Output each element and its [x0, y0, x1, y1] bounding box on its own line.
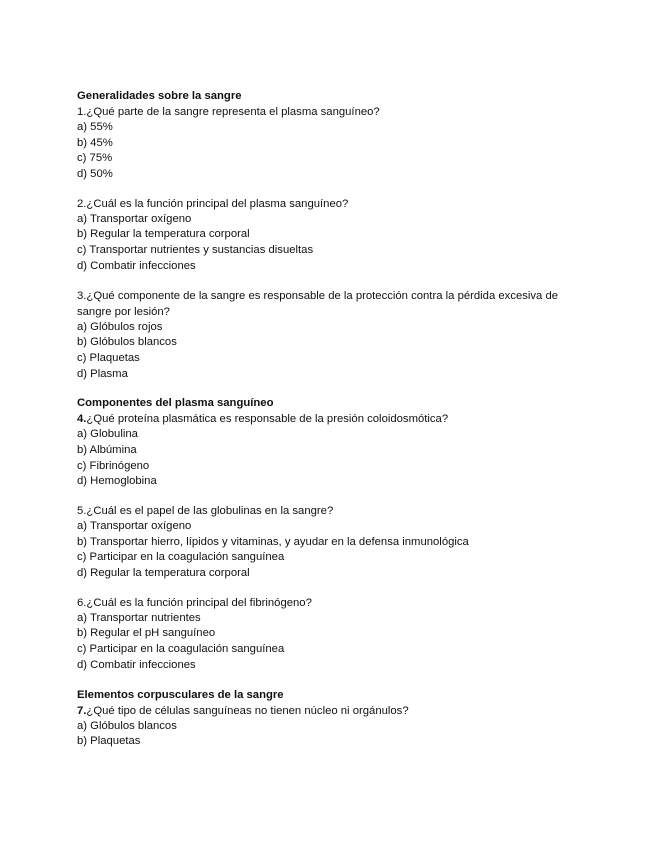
answer-option: b) Albúmina	[77, 443, 137, 456]
answer-option: d) Combatir infecciones	[77, 658, 196, 671]
question-text	[77, 595, 577, 611]
question-text	[77, 104, 577, 120]
question-number: 1.	[77, 106, 87, 118]
question-6	[77, 595, 577, 674]
answer-option: c) 75%	[77, 152, 113, 165]
section-title: Elementos corpusculares de la sangre	[77, 688, 284, 701]
question-body: ¿Qué componente de la sangre es responsable de la protección contra la pérdida excesiva de sangre por lesión?	[77, 289, 559, 318]
question-text	[77, 703, 577, 719]
question-number: 7.	[77, 704, 87, 717]
question-4	[77, 411, 577, 490]
answer-option: b) Glóbulos blancos	[77, 336, 177, 349]
answer-option: c) Participar en la coagulación sanguínea	[77, 551, 285, 564]
answer-option: d) Hemoglobina	[77, 475, 157, 488]
question-3	[77, 288, 577, 383]
answer-option: a) Glóbulos rojos	[77, 320, 163, 333]
answer-option: a) Glóbulos blancos	[77, 719, 177, 732]
question-body: ¿Cuál es la función principal del plasma sanguíneo?	[86, 197, 349, 210]
question-body: ¿Cuál es la función principal del fibrinógeno?	[86, 596, 312, 609]
question-body: ¿Qué parte de la sangre representa el plasma sanguíneo?	[86, 106, 380, 118]
question-number: 2.	[77, 197, 87, 210]
question-text	[77, 411, 577, 427]
question-number: 5.	[77, 505, 87, 517]
answer-option: d) 50%	[77, 168, 113, 181]
question-number: 6.	[77, 596, 87, 609]
answer-option: b) Regular la temperatura corporal	[77, 228, 250, 241]
question-number: 4.	[77, 413, 87, 426]
answer-option: b) Plaquetas	[77, 735, 141, 748]
answer-option: b) 45%	[77, 136, 113, 149]
answer-option: a) Transportar oxígeno	[77, 520, 192, 532]
question-text	[77, 196, 577, 212]
question-text	[77, 288, 577, 320]
question-5	[77, 503, 577, 582]
answer-option: a) Transportar oxígeno	[77, 212, 192, 225]
answer-option: c) Participar en la coagulación sanguínea	[77, 643, 285, 656]
answer-option: d) Regular la temperatura corporal	[77, 567, 250, 580]
answer-option: a) 55%	[77, 121, 113, 133]
question-text	[77, 503, 577, 519]
answer-option: d) Combatir infecciones	[77, 259, 196, 272]
question-2	[77, 196, 577, 275]
question-body: ¿Qué proteína plasmática es responsable de la presión coloidosmótica?	[86, 413, 449, 426]
section-title: Componentes del plasma sanguíneo	[77, 397, 274, 410]
answer-option: b) Transportar hierro, lípidos y vitaminas, y ayudar en la defensa inmunológica	[77, 535, 469, 548]
answer-option: c) Fibrinógeno	[77, 459, 150, 472]
answer-option: c) Plaquetas	[77, 351, 140, 364]
question-7	[77, 703, 577, 750]
section-title: Generalidades sobre la sangre	[77, 90, 242, 102]
question-body: ¿Cuál es el papel de las globulinas en la sangre?	[86, 505, 334, 517]
question-1	[77, 104, 577, 183]
answer-option: a) Globulina	[77, 428, 138, 441]
answer-option: a) Transportar nutrientes	[77, 611, 201, 624]
question-number: 3.	[77, 289, 87, 302]
question-body: ¿Qué tipo de células sanguíneas no tienen núcleo ni orgánulos?	[86, 704, 409, 717]
document-page	[77, 88, 577, 750]
answer-option: c) Transportar nutrientes y sustancias disueltas	[77, 244, 314, 257]
answer-option: d) Plasma	[77, 367, 128, 380]
answer-option: b) Regular el pH sanguíneo	[77, 627, 216, 640]
